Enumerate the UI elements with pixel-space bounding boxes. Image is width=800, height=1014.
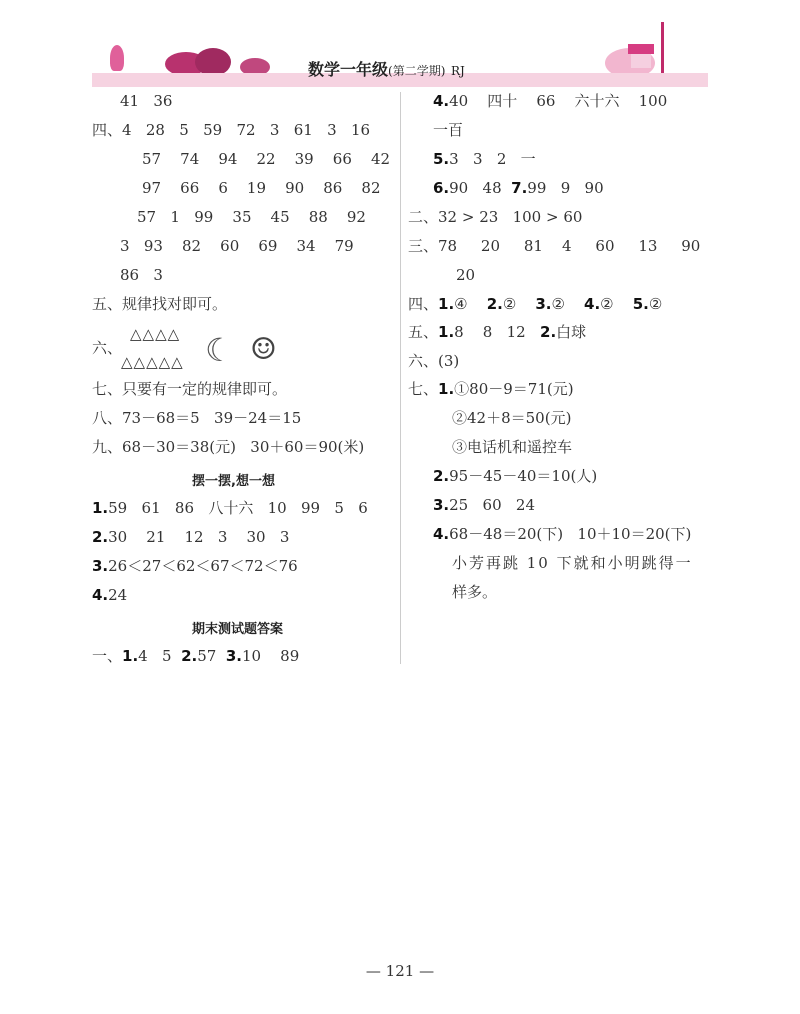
answer-line: 86 3 xyxy=(120,266,163,284)
answer-line: 20 xyxy=(456,266,476,284)
answer-text: 白球 xyxy=(556,323,587,341)
answer-text: 10 89 xyxy=(242,647,300,665)
item-number: 5. xyxy=(433,150,450,168)
item-number: 4. xyxy=(584,295,601,313)
answer-line xyxy=(433,91,667,111)
answer-text: ② xyxy=(600,295,633,313)
item-number: 5. xyxy=(632,295,649,313)
answer-line xyxy=(433,495,535,515)
item-number: 3. xyxy=(92,557,109,575)
item-number: 1. xyxy=(438,380,455,398)
house-icon xyxy=(631,54,651,68)
answer-line: 六、 xyxy=(92,339,123,357)
answer-line: 57 74 94 22 39 66 42 xyxy=(142,150,391,168)
answer-text: ①80－9＝71(元) xyxy=(454,380,574,398)
answer-line: 3 93 82 60 69 34 79 xyxy=(120,237,354,255)
item-number: 4. xyxy=(433,525,450,543)
item-number: 6. xyxy=(433,179,450,197)
item-number: 2. xyxy=(433,467,450,485)
answer-text: 24 xyxy=(108,586,128,604)
title-text: 数学一年级 xyxy=(308,60,389,79)
answer-text: 68－48＝20(下) 10＋10＝20(下) xyxy=(449,525,692,543)
answer-text: 95－45－40＝10(人) xyxy=(449,467,598,485)
answer-text: 90 48 xyxy=(449,179,512,197)
answer-line: 一百 xyxy=(433,121,464,139)
flower-decoration xyxy=(110,45,124,71)
answer-line: 四、4 28 5 59 72 3 61 3 16 xyxy=(92,121,371,139)
item-number: 1. xyxy=(92,499,109,517)
answer-text: 8 8 12 xyxy=(454,323,541,341)
semester-text: (第二学期) xyxy=(388,64,446,78)
answer-line: 五、规律找对即可。 xyxy=(92,295,228,313)
item-number: 3. xyxy=(433,496,450,514)
item-number: 4. xyxy=(433,92,450,110)
item-number: 3. xyxy=(535,295,552,313)
page-number: — 121 — xyxy=(365,962,435,980)
item-number: 2. xyxy=(92,528,109,546)
answer-line xyxy=(408,379,574,399)
answer-line xyxy=(408,294,662,314)
answer-text: ② xyxy=(648,295,663,313)
answer-text: 40 四十 66 六十六 100 xyxy=(449,92,668,110)
answer-line xyxy=(433,178,604,198)
answer-line: ③电话机和遥控车 xyxy=(452,438,573,456)
edition-text: RJ xyxy=(450,64,465,78)
item-number: 1. xyxy=(122,647,139,665)
moon-icon: ☾ xyxy=(205,331,234,369)
smiley-icon: ☺ xyxy=(250,332,277,367)
answer-line xyxy=(433,466,597,486)
answer-line: 97 66 6 19 90 86 82 xyxy=(142,179,381,197)
answer-line: 小芳再跳 10 下就和小明跳得一 xyxy=(452,554,693,572)
answer-line xyxy=(92,646,299,666)
item-number: 1. xyxy=(438,295,455,313)
house-roof-icon xyxy=(628,44,654,54)
answer-line: 八、73－68＝5 39－24＝15 xyxy=(92,409,302,427)
answer-line xyxy=(92,527,289,547)
section-heading: 摆一摆,想一想 xyxy=(192,474,275,489)
answer-text: 4 5 xyxy=(138,647,182,665)
tree-icon xyxy=(661,22,664,74)
column-divider xyxy=(400,92,401,664)
item-number: 4. xyxy=(92,586,109,604)
book-title xyxy=(308,57,465,80)
item-number: 2. xyxy=(486,295,503,313)
section-heading: 期末测试题答案 xyxy=(192,622,284,637)
section-marker: 一、 xyxy=(92,647,123,665)
answer-line xyxy=(433,149,536,169)
answer-line xyxy=(433,524,691,544)
triangles-row: △△△△ xyxy=(130,325,181,343)
triangles-row: △△△△△ xyxy=(121,353,184,371)
answer-line: 41 36 xyxy=(120,92,173,110)
answer-text: ④ xyxy=(454,295,487,313)
item-number: 3. xyxy=(225,647,242,665)
bush-decoration xyxy=(195,48,231,76)
answer-line xyxy=(92,585,127,605)
answer-text: 26＜27＜62＜67＜72＜76 xyxy=(108,557,298,575)
answer-line: 三、78 20 81 4 60 13 90 xyxy=(408,237,701,255)
answer-text: ② xyxy=(551,295,585,313)
answer-line xyxy=(92,498,368,518)
answer-text: 99 9 90 xyxy=(527,179,604,197)
answer-line: ②42＋8＝50(元) xyxy=(452,409,572,427)
item-number: 2. xyxy=(540,323,557,341)
section-marker: 四、 xyxy=(408,295,439,313)
answer-text: ② xyxy=(502,295,536,313)
item-number: 1. xyxy=(438,323,455,341)
answer-text: 30 21 12 3 30 3 xyxy=(108,528,290,546)
section-marker: 七、 xyxy=(408,380,439,398)
answer-line: 七、只要有一定的规律即可。 xyxy=(92,380,288,398)
answer-line xyxy=(92,556,298,576)
item-number: 7. xyxy=(511,179,528,197)
section-marker: 五、 xyxy=(408,323,439,341)
answer-text: 59 61 86 八十六 10 99 5 6 xyxy=(108,499,368,517)
answer-text: 3 3 2 一 xyxy=(449,150,536,168)
item-number: 2. xyxy=(181,647,198,665)
answer-line: 样多。 xyxy=(452,583,498,601)
answer-text: 57 xyxy=(197,647,226,665)
answer-line: 57 1 99 35 45 88 92 xyxy=(137,208,366,226)
answer-line: 九、68－30＝38(元) 30＋60＝90(米) xyxy=(92,438,365,456)
answer-line: 六、(3) xyxy=(408,352,460,370)
answer-line xyxy=(408,322,586,342)
answer-line: 二、32 > 23 100 > 60 xyxy=(408,208,583,226)
answer-text: 25 60 24 xyxy=(449,496,536,514)
